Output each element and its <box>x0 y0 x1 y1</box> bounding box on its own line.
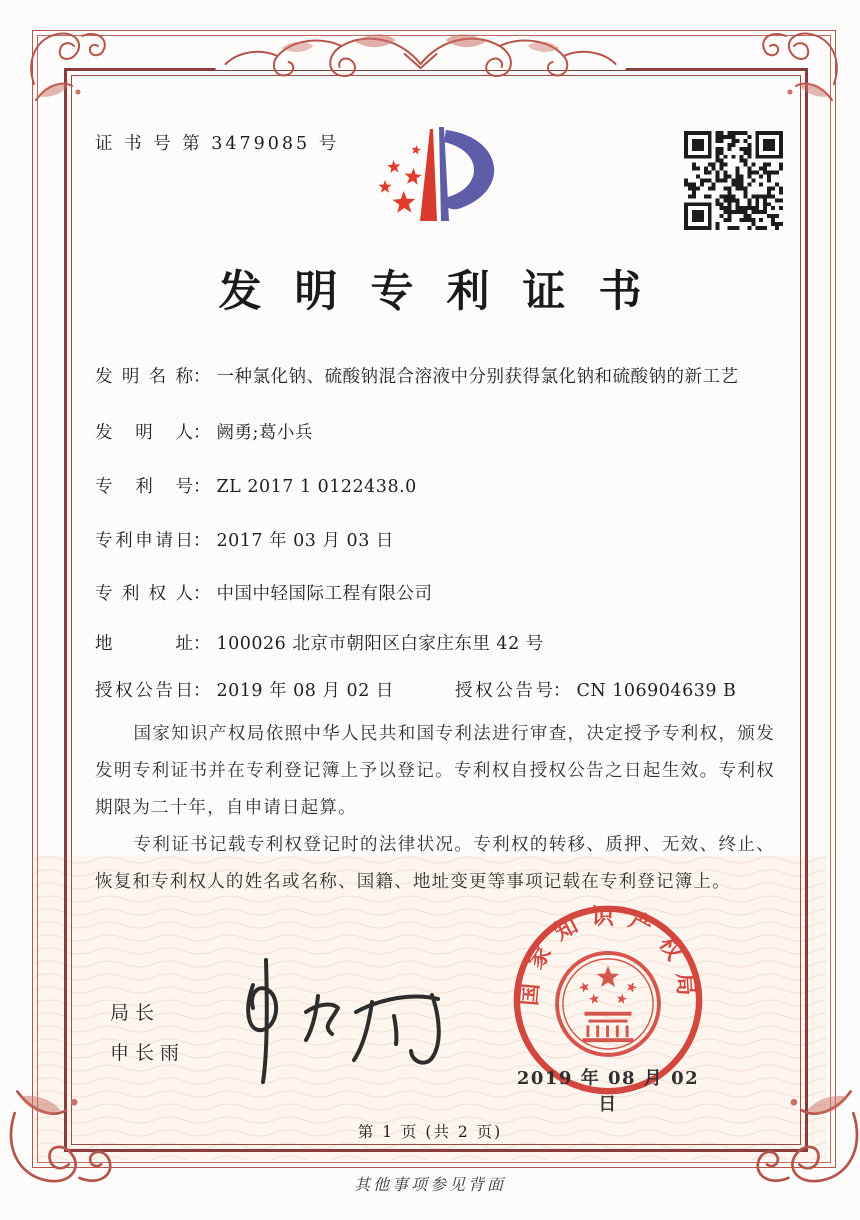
page-indicator: 第 1 页 (共 2 页) <box>357 1123 503 1141</box>
field-value: 一种氯化钠、硫酸钠混合溶液中分别获得氯化钠和硫酸钠的新工艺 <box>216 367 739 387</box>
field-label: 授权公告日 <box>95 681 193 701</box>
field-colon: ： <box>193 584 211 604</box>
field-label: 专利号 <box>95 477 193 497</box>
field-value: 2017 年 03 月 03 日 <box>216 531 394 551</box>
field-colon: ： <box>193 681 211 701</box>
field-value: 中国中轻国际工程有限公司 <box>216 584 433 604</box>
back-note: 其他事项参见背面 <box>353 1175 506 1194</box>
field-pair-grant-number <box>455 677 736 702</box>
logo-p-bowl <box>444 130 494 209</box>
legal-text-block <box>95 716 775 901</box>
body-paragraph-1: 国家知识产权局依照中华人民共和国专利法进行审查，决定授予专利权，颁发发明专利证书并在专利登记簿上予以登记。专利权自授权公告之日起生效。专利权期限为二十年，自申请日起算。 <box>95 724 775 818</box>
field-label: 专利申请日 <box>95 531 193 551</box>
svg-text:国家知识产权局 <box>516 904 699 1009</box>
commissioner-title: 局长 <box>110 1002 161 1024</box>
field-row-inventors <box>95 419 790 444</box>
commissioner-signature-handwriting <box>215 946 465 1091</box>
logo-red-wedge <box>420 129 437 221</box>
field-row-patent-number <box>95 473 790 498</box>
field-value: 2019 年 08 月 02 日 <box>216 681 394 701</box>
field-value: ZL 2017 1 0122438.0 <box>216 477 417 497</box>
cnipa-logo-icon <box>342 106 522 236</box>
seal-agency-text: 国家知识产权局 <box>516 903 700 1009</box>
commissioner-name: 申长雨 <box>110 1042 186 1064</box>
national-emblem <box>557 953 659 1055</box>
field-label: 发明人 <box>95 423 193 443</box>
field-value: 阙勇;葛小兵 <box>216 423 313 443</box>
field-label: 专利权人 <box>95 584 193 604</box>
field-colon: ： <box>193 634 211 654</box>
field-colon: ： <box>553 681 571 701</box>
field-label: 发明名称 <box>95 367 193 387</box>
certificate-number: 证 书 号 第 3479085 号 <box>95 134 340 154</box>
field-row-patentee <box>95 580 790 605</box>
field-colon: ： <box>193 367 211 387</box>
body-paragraph-2: 专利证书记载专利权登记时的法律状况。专利权的转移、质押、无效、终止、恢复和专利权人的姓名或名称、国籍、地址变更等事项记载在专利登记簿上。 <box>95 835 775 892</box>
field-row-grant-date <box>95 677 790 702</box>
field-label: 授权公告号 <box>455 681 553 701</box>
field-value: 100026 北京市朝阳区白家庄东里 42 号 <box>216 634 544 654</box>
field-row-filing-date <box>95 527 790 552</box>
field-colon: ： <box>193 531 211 551</box>
field-colon: ： <box>193 423 211 443</box>
field-row-invention-name <box>95 363 790 388</box>
field-row-address <box>95 630 790 655</box>
field-value: CN 106904639 B <box>576 681 737 701</box>
certificate-title: 发明专利证书 <box>218 267 675 317</box>
field-colon: ： <box>193 477 211 497</box>
seal-date: 2019 年 08 月 02 日 <box>516 1068 700 1115</box>
field-label: 地址 <box>95 634 193 654</box>
qr-code-icon <box>684 131 783 230</box>
